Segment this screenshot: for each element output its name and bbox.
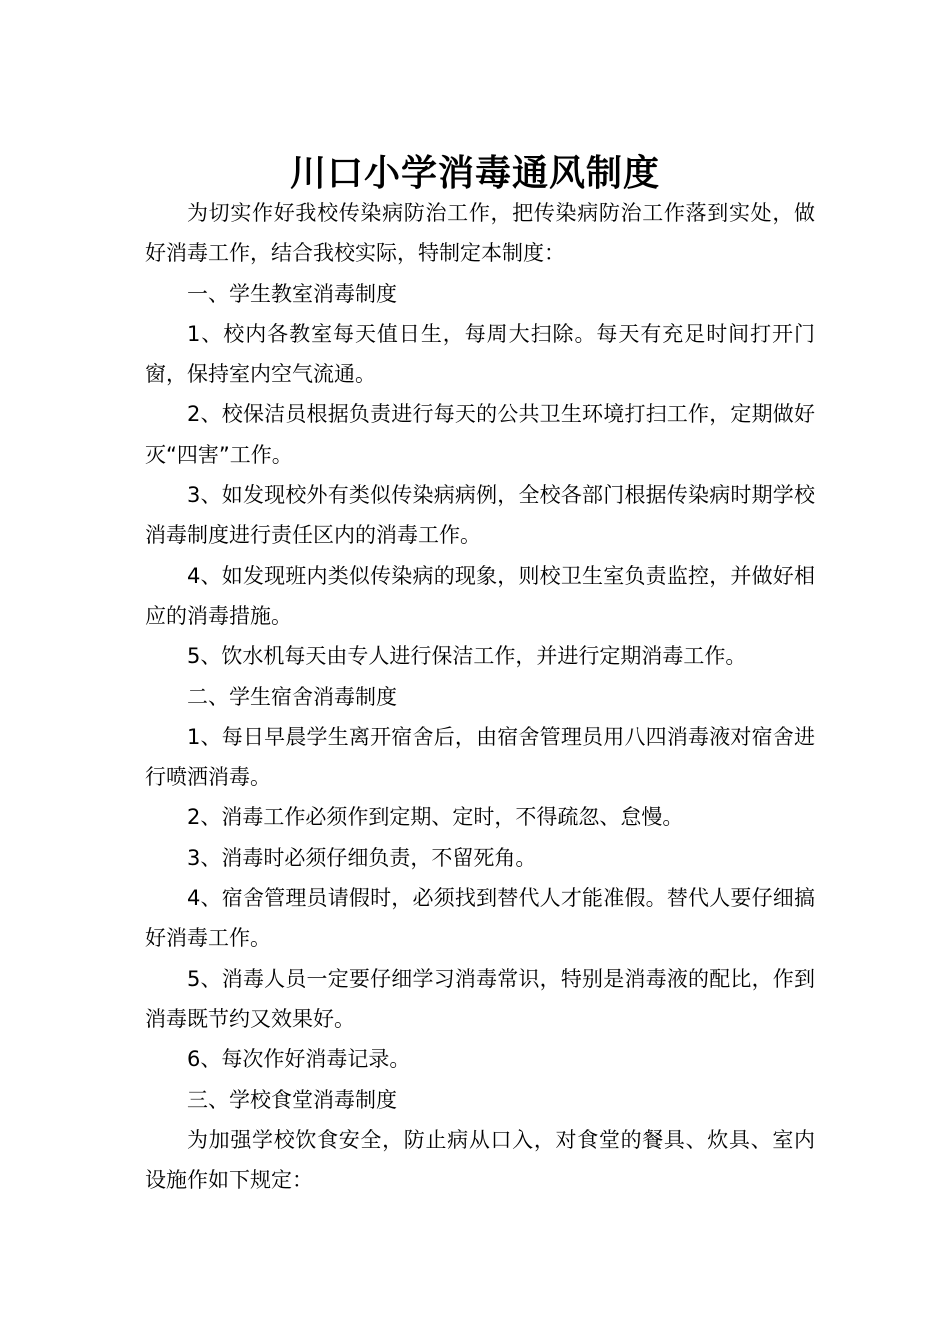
paragraph: 为加强学校饮食安全，防止病从口入，对食堂的餐具、炊具、室内设施作如下规定：: [145, 1127, 815, 1193]
paragraph: 5、饮水机每天由专人进行保洁工作，并进行定期消毒工作。: [187, 644, 747, 669]
section-heading-classroom: 一、学生教室消毒制度: [187, 281, 397, 306]
section-heading-dormitory: 二、学生宿舍消毒制度: [187, 684, 397, 709]
intro-paragraph: 为切实作好我校传染病防治工作，把传染病防治工作落到实处，做好消毒工作，结合我校实际，特制定本制度：: [145, 201, 815, 266]
paragraph: 4、宿舍管理员请假时，必须找到替代人才能准假。替代人要仔细搞好消毒工作。: [145, 886, 815, 951]
paragraph: 1、校内各教室每天值日生，每周大扫除。每天有充足时间打开门窗，保持室内空气流通。: [145, 321, 815, 387]
paragraph: 2、校保洁员根据负责进行每天的公共卫生环境打扫工作，定期做好灭“四害”工作。: [145, 402, 815, 467]
section-heading-canteen: 三、学校食堂消毒制度: [187, 1087, 397, 1112]
paragraph: 4、如发现班内类似传染病的现象，则校卫生室负责监控，并做好相应的消毒措施。: [145, 563, 815, 628]
paragraph: 1、每日早晨学生离开宿舍后，由宿舍管理员用八四消毒液对宿舍进行喷洒消毒。: [145, 724, 815, 790]
paragraph: 2、消毒工作必须作到定期、定时，不得疏忽、怠慢。: [187, 805, 684, 830]
paragraph: 6、每次作好消毒记录。: [187, 1047, 411, 1072]
paragraph: 5、消毒人员一定要仔细学习消毒常识，特别是消毒液的配比，作到消毒既节约又效果好。: [145, 966, 815, 1031]
paragraph: 3、消毒时必须仔细负责，不留死角。: [187, 845, 537, 870]
document-body: [145, 193, 815, 1200]
paragraph: 3、如发现校外有类似传染病病例，全校各部门根据传染病时期学校消毒制度进行责任区内的消毒工作。: [145, 483, 815, 548]
document-title: 川口小学消毒通风制度: [289, 152, 660, 195]
